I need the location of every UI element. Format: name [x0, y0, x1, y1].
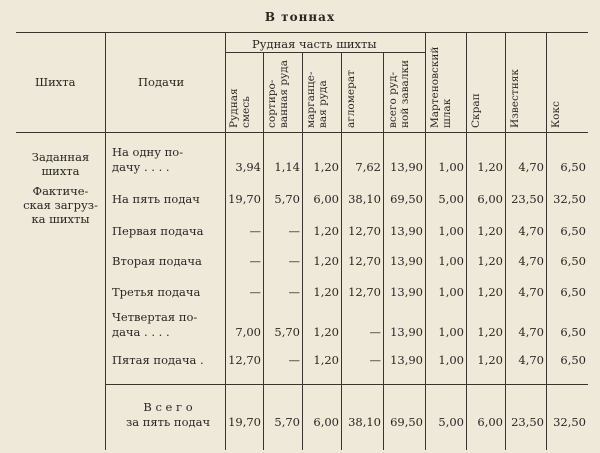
header-group: Рудная часть шихты [252, 37, 377, 51]
table-cell: 5,00 [438, 192, 464, 206]
table-cell: 69,50 [390, 192, 423, 206]
table-cell: 13,90 [390, 224, 423, 238]
table-cell: — [288, 224, 300, 238]
table-cell: 1,20 [313, 325, 339, 339]
table-cell: 5,70 [274, 325, 300, 339]
table-cell: 4,70 [518, 160, 544, 174]
table-cell: 19,70 [228, 415, 261, 429]
col-rule [383, 52, 384, 450]
column-header: Скрап [470, 93, 482, 128]
column-header: Кокс [550, 101, 562, 128]
column-header: марганце- вая руда [305, 71, 329, 128]
table-cell: 7,62 [355, 160, 381, 174]
row-label: Третья подача [112, 285, 201, 299]
table-cell: 1,20 [477, 254, 503, 268]
col-rule [225, 32, 226, 450]
table-cell: 1,20 [313, 353, 339, 367]
col-rule [105, 32, 106, 450]
table-cell: 1,00 [438, 224, 464, 238]
table-cell: 1,20 [477, 325, 503, 339]
table-cell: — [249, 224, 261, 238]
table-cell: 3,94 [235, 160, 261, 174]
table-cell: 32,50 [553, 192, 586, 206]
table-cell: — [288, 353, 300, 367]
table-cell: — [288, 254, 300, 268]
column-header: Известняк [509, 69, 521, 128]
label-fakt: Фактиче- ская загруз- ка шихты [23, 184, 98, 226]
col-rule [546, 32, 547, 450]
table-cell: 6,50 [560, 160, 586, 174]
table-cell: 1,20 [313, 285, 339, 299]
table-cell: 5,70 [274, 415, 300, 429]
col-rule [505, 32, 506, 450]
table-cell: 19,70 [228, 192, 261, 206]
table-cell: 6,50 [560, 224, 586, 238]
table-cell: 1,20 [477, 353, 503, 367]
table-cell: 4,70 [518, 353, 544, 367]
table-cell: 1,20 [477, 285, 503, 299]
table-cell: 1,14 [274, 160, 300, 174]
col-rule [341, 52, 342, 450]
column-header: всего руд- ной завалки [387, 59, 411, 128]
table-cell: 1,00 [438, 285, 464, 299]
table-cell: 1,20 [313, 224, 339, 238]
table-cell: 4,70 [518, 285, 544, 299]
total-rule [105, 384, 588, 385]
table-cell: 12,70 [228, 353, 261, 367]
table-cell: 12,70 [348, 285, 381, 299]
table-cell: 6,00 [477, 415, 503, 429]
table-cell: 4,70 [518, 325, 544, 339]
table-cell: 32,50 [553, 415, 586, 429]
row-label: В с е г о за пять подач [125, 400, 211, 429]
col-rule [263, 52, 264, 450]
row-label: На пять подач [112, 192, 200, 206]
table-cell: — [288, 285, 300, 299]
col-rule [302, 52, 303, 450]
table-cell: 1,20 [477, 160, 503, 174]
table-cell: 12,70 [348, 254, 381, 268]
row-label: Пятая подача . [112, 353, 204, 367]
row-label: На одну по- дачу . . . . [112, 145, 184, 174]
col-rule [425, 32, 426, 450]
table-cell: 13,90 [390, 285, 423, 299]
col-rule [466, 32, 467, 450]
table-cell: 13,90 [390, 353, 423, 367]
table-cell: 38,10 [348, 192, 381, 206]
table-cell: 6,00 [477, 192, 503, 206]
table-cell: 5,70 [274, 192, 300, 206]
group-rule [225, 52, 425, 53]
table-cell: 1,00 [438, 325, 464, 339]
table-cell: 23,50 [511, 415, 544, 429]
table-cell: 38,10 [348, 415, 381, 429]
table-cell: 4,70 [518, 224, 544, 238]
table-cell: 1,00 [438, 353, 464, 367]
table-cell: 13,90 [390, 160, 423, 174]
table-cell: 6,50 [560, 285, 586, 299]
table-cell: 1,00 [438, 254, 464, 268]
table-cell: 7,00 [235, 325, 261, 339]
row-label: Вторая подача [112, 254, 202, 268]
table-cell: 1,00 [438, 160, 464, 174]
table-cell: 6,50 [560, 254, 586, 268]
table-cell: 5,00 [438, 415, 464, 429]
table-cell: — [249, 254, 261, 268]
column-header: сортиро- ванная руда [266, 59, 290, 128]
table-cell: 6,00 [313, 192, 339, 206]
table-cell: 1,20 [477, 224, 503, 238]
column-header: Рудная смесь [228, 88, 252, 128]
table-cell: 1,20 [313, 160, 339, 174]
table-cell: 69,50 [390, 415, 423, 429]
column-header: агломерат [345, 70, 357, 128]
table-cell: 6,50 [560, 325, 586, 339]
table-cell: 4,70 [518, 254, 544, 268]
table-cell: 6,00 [313, 415, 339, 429]
table-cell: — [369, 325, 381, 339]
table-cell: — [249, 285, 261, 299]
table-cell: 13,90 [390, 254, 423, 268]
header-shikhta: Шихта [35, 75, 76, 89]
header-podachi: Подачи [138, 75, 185, 89]
row-label: Первая подача [112, 224, 204, 238]
label-zadannaya: Заданная шихта [31, 150, 90, 178]
table-cell: 6,50 [560, 353, 586, 367]
table-cell: 12,70 [348, 224, 381, 238]
top-rule [16, 32, 588, 33]
table-cell: 1,20 [313, 254, 339, 268]
table-caption: В тоннах [264, 10, 336, 24]
table-cell: 23,50 [511, 192, 544, 206]
column-header: Мартеновский шлак [429, 46, 453, 128]
table-cell: 13,90 [390, 325, 423, 339]
row-label: Четвертая по- дача . . . . [112, 310, 198, 339]
table-cell: — [369, 353, 381, 367]
